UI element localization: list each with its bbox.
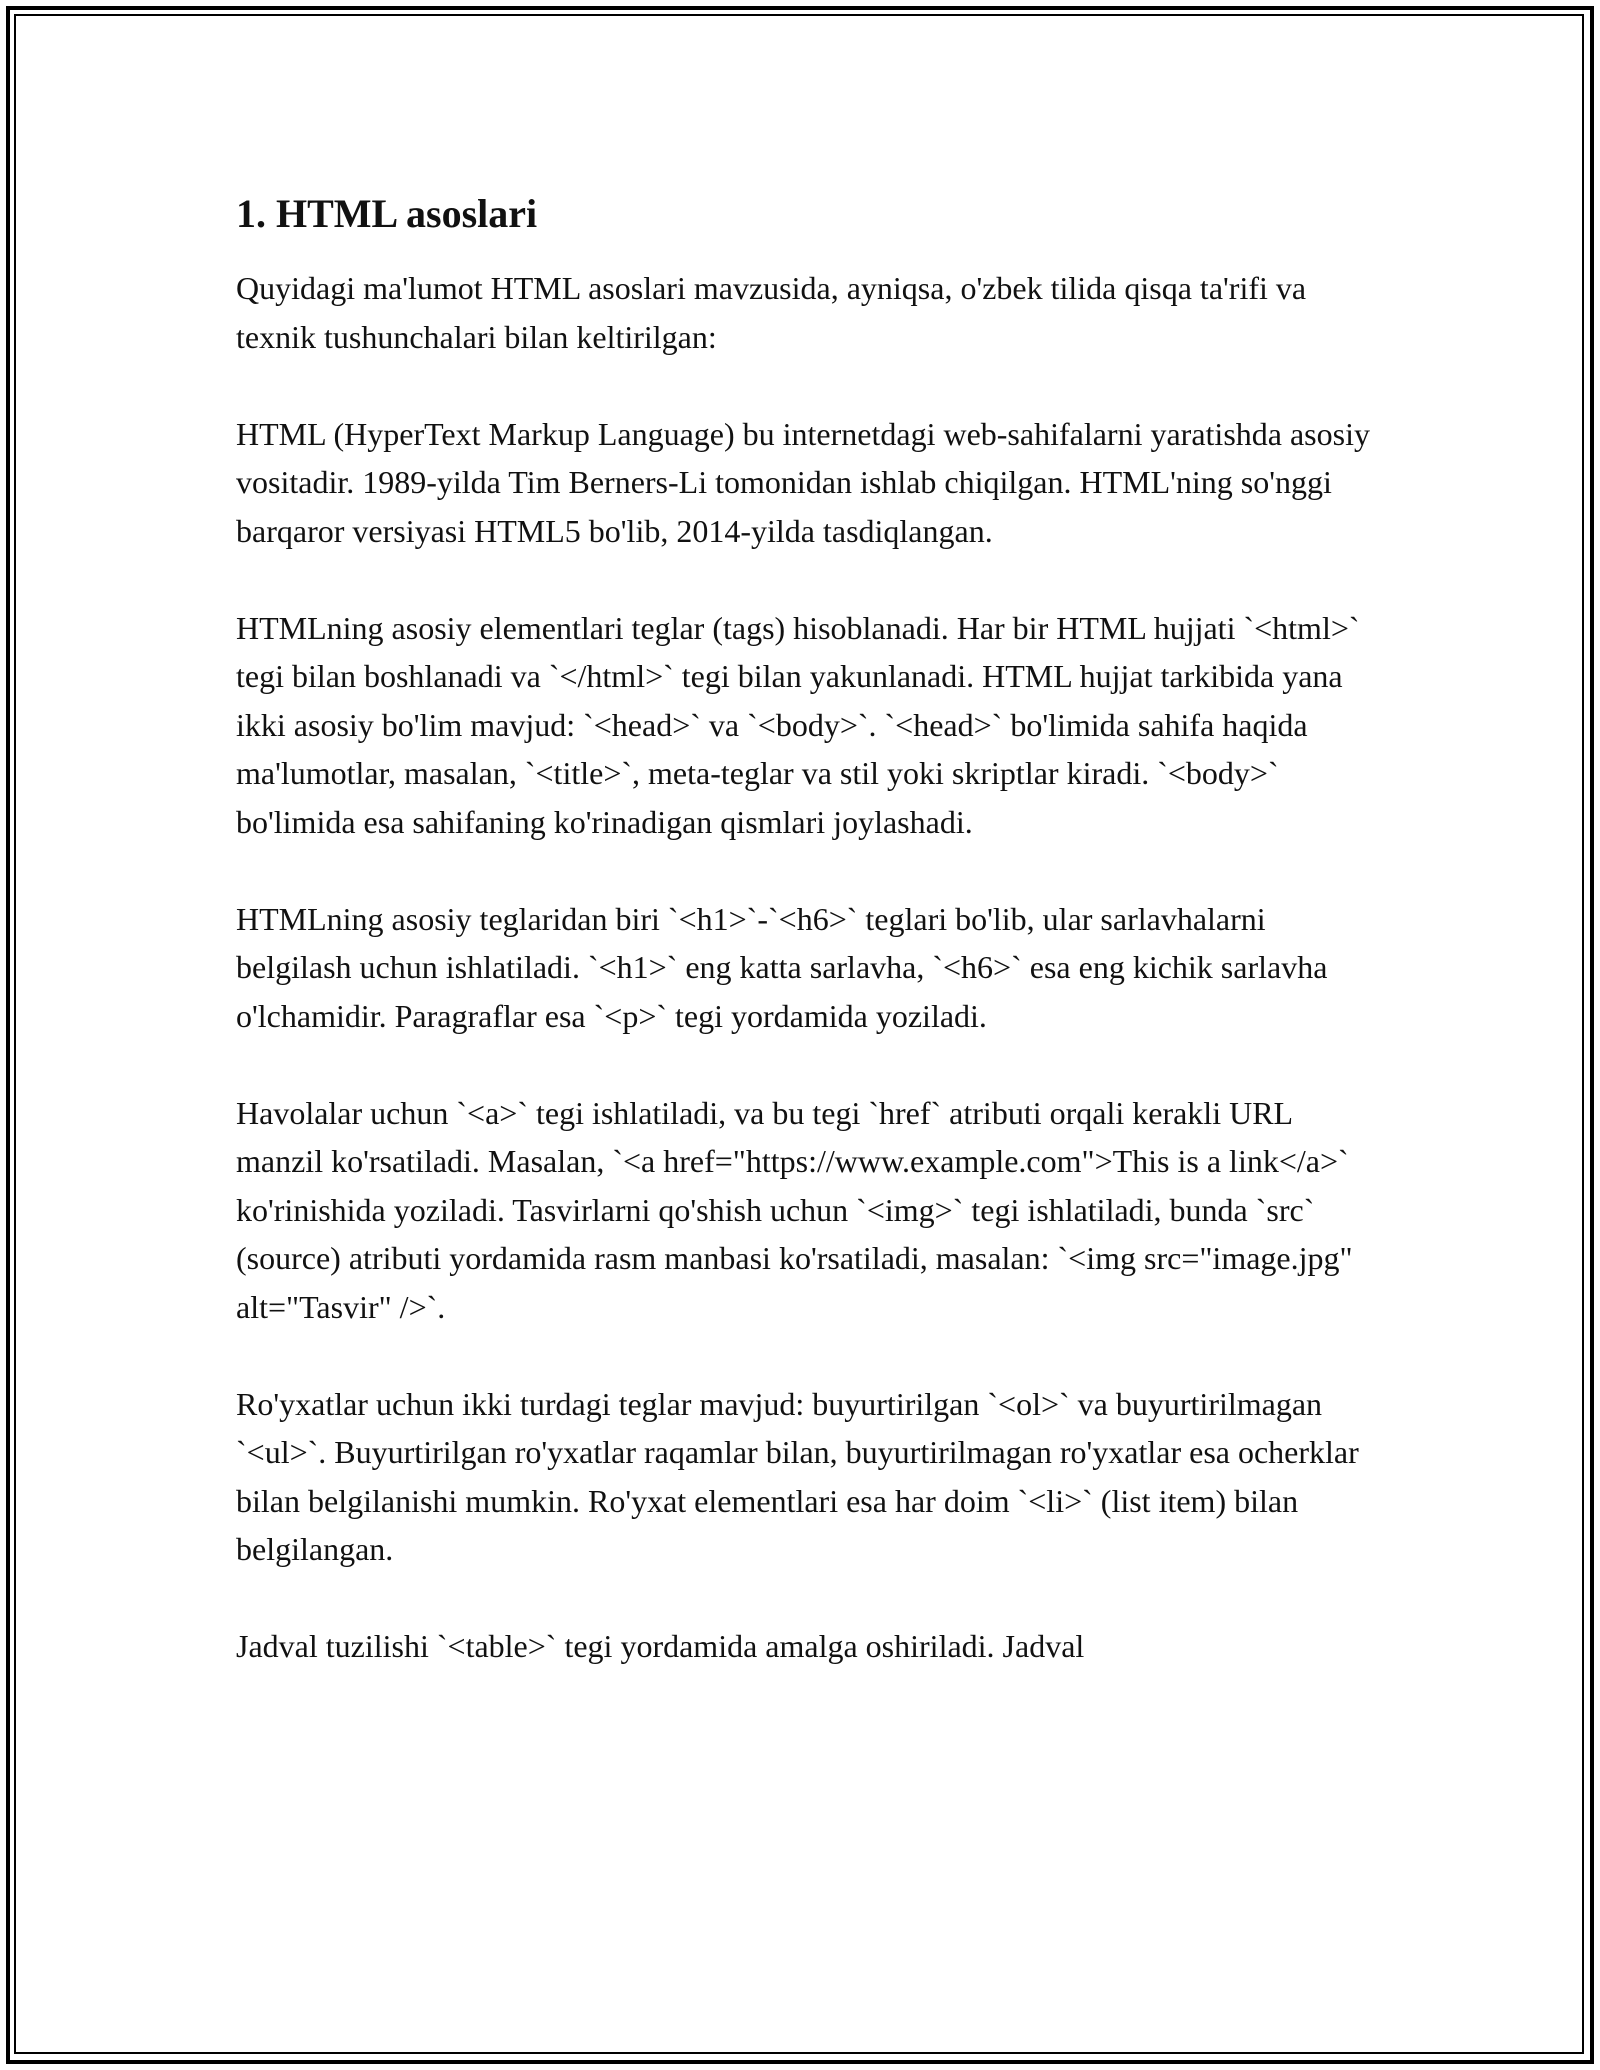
paragraph-headings: HTMLning asosiy teglaridan biri `<h1>`-`<h6>` teglari bo'lib, ular sarlavhalarni belgilash uchun ishlatiladi. `<h1>` eng katta sarlavha, `<h6>` esa eng kichik sarlavha o'lchamidir. Paragraflar esa `<p>` tegi yordamida yoziladi.	[236, 900, 1328, 1034]
document-body	[236, 190, 1376, 1671]
paragraph-html-definition: HTML (HyperText Markup Language) bu internetdagi web-sahifalarni yaratishda asosiy vositadir. 1989-yilda Tim Berners-Li tomonidan ishlab chiqilgan. HTML'ning so'nggi barqaror versiyasi HTML5 bo'lib, 2014-yilda tasdiqlangan.	[236, 415, 1370, 549]
paragraph-tables: Jadval tuzilishi `<table>` tegi yordamida amalga oshiriladi. Jadval	[236, 1628, 1085, 1664]
paragraph-tags: HTMLning asosiy elementlari teglar (tags) hisoblanadi. Har bir HTML hujjati `<html>` tegi bilan boshlanadi va `</html>` tegi bilan yakunlanadi. HTML hujjat tarkibida yana ikki asosiy bo'lim mavjud: `<head>` va `<body>`. `<head>` bo'limida sahifa haqida ma'lumotlar, masalan, `<title>`, meta-teglar va stil yoki skriptlar kiradi. `<body>` bo'limida esa sahifaning ko'rinadigan qismlari joylashadi.	[236, 609, 1360, 840]
section-heading: 1. HTML asoslari	[236, 191, 538, 236]
paragraph-intro: Quyidagi ma'lumot HTML asoslari mavzusida, ayniqsa, o'zbek tilida qisqa ta'rifi va texnik tushunchalari bilan keltirilgan:	[236, 270, 1307, 355]
paragraph-lists: Ro'yxatlar uchun ikki turdagi teglar mavjud: buyurtirilgan `<ol>` va buyurtirilmagan `<ul>`. Buyurtirilgan ro'yxatlar raqamlar bilan, buyurtirilmagan ro'yxatlar esa ocherklar bilan belgilanishi mumkin. Ro'yxat elementlari esa har doim `<li>` (list item) bilan belgilangan.	[236, 1385, 1359, 1567]
paragraph-links-images: Havolalar uchun `<a>` tegi ishlatiladi, va bu tegi `href` atributi orqali kerakli URL manzil ko'rsatiladi. Masalan, `<a href="https://www.example.com">This is a link</a>` ko'rinishida yoziladi. Tasvirlarni qo'shish uchun `<img>` tegi ishlatiladi, bunda `src` (source) atributi yordamida rasm manbasi ko'rsatiladi, masalan: `<img src="image.jpg" alt="Tasvir" />`.	[236, 1094, 1353, 1325]
